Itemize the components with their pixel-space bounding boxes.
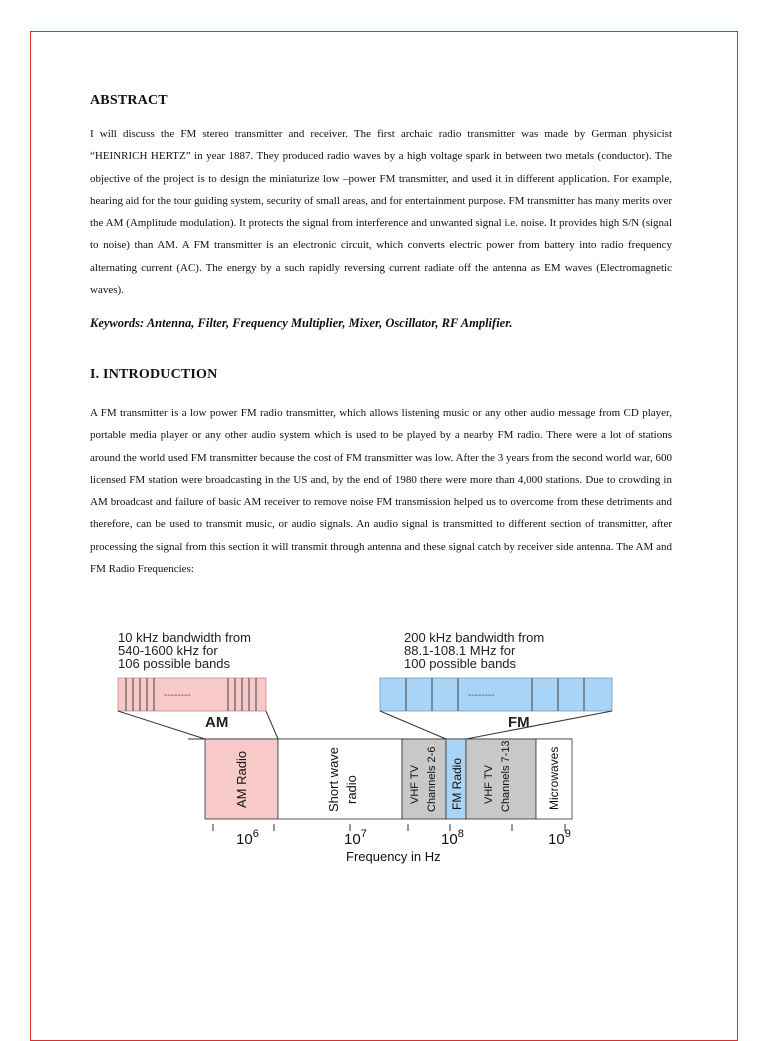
tick-1e9 [548,828,571,848]
label-am-radio: AM Radio [234,750,249,808]
tick-1e8-base: 10 [441,831,458,848]
fm-bandwidth-strip [380,678,612,711]
introduction-body: A FM transmitter is a low power FM radio transmitter, which allows listening music or any other audio message from CD player, portable media player or any other audio system which is used to be played by a nearby FM radio. There were a lot of stations around the world used FM transmitter because the cost of FM transmitter was low. After the 3 years from the second world war, 600 licensed FM station were broadcasting in the US and, by the end of 1980 there were more than 4,000 stations. Due to crowding in AM broadcast and failure of basic AM receiver to remove noise FM transmission helped us to overcome from these detriments and therefore, can be used to transmit music, or audio signals. An audio signal is transmitted to different section of transmitter, after processing the signal from this section it will transmit through antenna and these signal catch by receiver side antenna. The AM and FM Radio Frequencies: [90,407,673,576]
tick-1e9-base: 10 [548,831,565,848]
label-fm-radio: FM Radio [450,757,464,810]
label-microwaves: Microwaves [547,746,561,810]
fm-note-line-2: 88.1-108.1 MHz for [404,643,516,658]
tick-1e6 [236,828,259,848]
am-note-line-2: 540-1600 kHz for [118,643,218,658]
label-vhf-low-1: VHF TV [409,765,421,804]
am-note-line-1: 10 kHz bandwidth from [118,630,251,645]
fm-note-line-3: 100 possible bands [404,656,517,671]
label-short-wave-1: Short wave [326,746,341,812]
am-label: AM [205,714,229,731]
am-strip-dashes: -------- [164,690,191,701]
fm-label: FM [508,714,530,731]
fm-note-line-1: 200 kHz bandwidth from [404,630,545,645]
radio-frequency-figure [88,624,648,874]
abstract-body: I will discuss the FM stereo transmitter and receiver. The first archaic radio transmitter was made by German physicist “HEINRICH HERTZ” in year 1887. They produced radio waves by a high voltage spark in between two metals (conductor). The objective of the project is to design the miniaturize low –power FM transmitter, and used it in different application. For example, hearing aid for the tour guiding system, security of small areas, and for entertainment purpose. FM transmitter has many merits over the AM (Amplitude modulation). It protects the signal from interference and unwanted signal i.e. noise. It provides high S/N (signal to noise) than AM. A FM transmitter is an electronic circuit, which converts electric power from battery into radio frequency alternating current (AC). The energy by a such rapidly reversing current radiate off the antenna as EM waves (Electromagnetic waves). [90,128,672,297]
introduction-heading: I. INTRODUCTION [90,367,218,382]
fm-strip-dashes: -------- [468,690,495,701]
label-short-wave-2: radio [344,775,359,804]
zoom-connectors [118,711,612,739]
label-vhf-high-1: VHF TV [483,765,495,804]
tick-1e9-exp: 9 [564,828,571,840]
am-note-line-3: 106 possible bands [118,656,231,671]
abstract-heading: ABSTRACT [90,93,168,108]
axis-xlabel: Frequency in Hz [346,849,441,864]
tick-1e6-base: 10 [236,831,253,848]
tick-1e6-exp: 6 [252,828,259,840]
label-vhf-low-2: Channels 2-6 [426,746,438,812]
keywords: Keywords: Antenna, Filter, Frequency Multiplier, Mixer, Oscillator, RF Amplifier. [90,316,513,330]
tick-1e8 [441,828,464,848]
tick-1e7-exp: 7 [360,828,367,840]
tick-1e7-base: 10 [344,831,361,848]
tick-1e7 [344,828,367,848]
tick-1e8-exp: 8 [457,828,464,840]
axis-ticks [213,824,565,831]
label-vhf-high-2: Channels 7-13 [500,740,512,812]
